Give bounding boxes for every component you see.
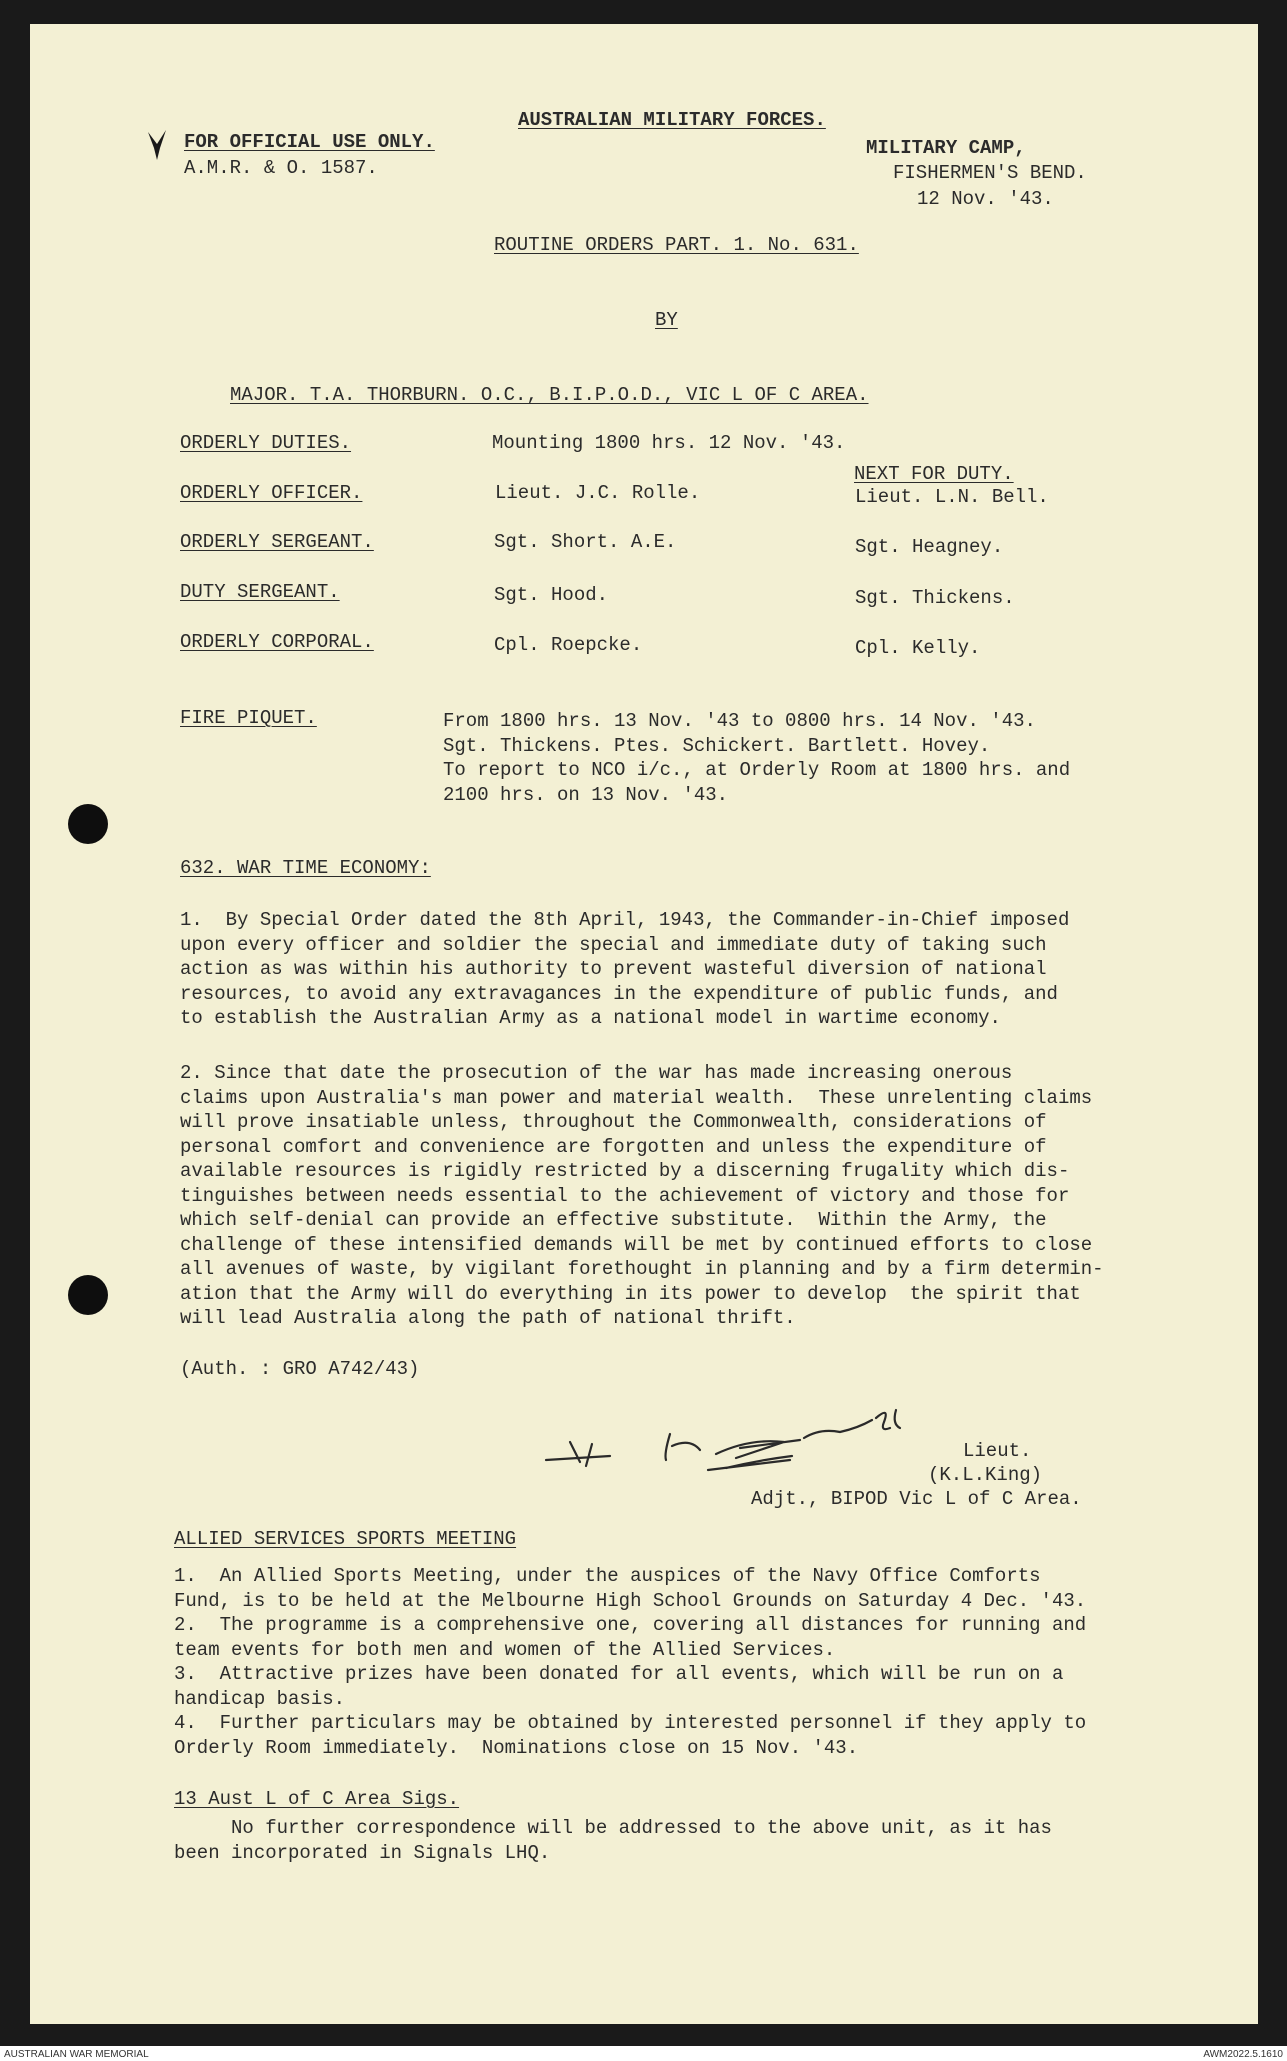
order-632-paragraph-1 — [180, 908, 1069, 1031]
text-line: been incorporated in Signals LHQ. — [174, 1841, 551, 1864]
duty-next: Lieut. L.N. Bell. — [855, 486, 1049, 508]
text-line: ation that the Army will do everything in its power to develop the spirit that — [180, 1282, 1081, 1305]
order-date: 12 Nov. '43. — [917, 188, 1054, 210]
duty-label: ORDERLY DUTIES. — [180, 432, 352, 454]
duty-next: Sgt. Thickens. — [855, 587, 1015, 609]
duty-next: Cpl. Kelly. — [855, 637, 981, 659]
sports-meeting-heading: ALLIED SERVICES SPORTS MEETING — [174, 1528, 517, 1550]
sigs-notice — [174, 1816, 1052, 1865]
sigs-heading: 13 Aust L of C Area Sigs. — [174, 1788, 460, 1810]
order-632-paragraph-2 — [180, 1061, 1104, 1331]
authority-reference: (Auth. : GRO A742/43) — [180, 1358, 420, 1380]
text-line: 2. The programme is a comprehensive one, covering all distances for running and — [174, 1614, 1087, 1636]
footer-item-id: AWM2022.5.1610 — [1203, 2049, 1283, 2060]
text-line: to establish the Australian Army as a national model in wartime economy. — [180, 1007, 1001, 1029]
duty-current: Sgt. Hood. — [494, 584, 609, 606]
text-line: 1. By Special Order dated the 8th April, 1943, the Commander-in-Chief imposed — [180, 909, 1070, 931]
document-title: ROUTINE ORDERS PART. 1. No. 631. — [494, 234, 859, 256]
text-line: available resources is rigidly restricted by a discerning frugality which dis- — [180, 1160, 1070, 1182]
text-line: handicap basis. — [174, 1687, 346, 1710]
duty-current: Sgt. Short. A.E. — [494, 531, 677, 553]
duty-label: ORDERLY OFFICER. — [180, 482, 363, 504]
duty-next: Sgt. Heagney. — [855, 536, 1004, 558]
text-line: 2100 hrs. on 13 Nov. '43. — [443, 783, 729, 806]
text-line: 3. Attractive prizes have been donated for all events, which will be run on a — [174, 1663, 1064, 1685]
text-line: Sgt. Thickens. Ptes. Schickert. Bartlett. Hovey. — [443, 734, 991, 757]
duty-current: Lieut. J.C. Rolle. — [495, 482, 701, 504]
text-line: will prove insatiable unless, throughout the Commonwealth, considerations of — [180, 1111, 1047, 1133]
signatory-appointment: Adjt., BIPOD Vic L of C Area. — [751, 1488, 1082, 1510]
text-line: 2. Since that date the prosecution of the war has made increasing onerous — [180, 1062, 1013, 1084]
text-line: action as was within his authority to prevent wasteful diversion of national — [180, 958, 1047, 980]
text-line: all avenues of waste, by vigilant forethought in planning and by a firm determin- — [180, 1258, 1104, 1280]
order-632-heading: 632. WAR TIME ECONOMY: — [180, 857, 431, 879]
signatory-name: (K.L.King) — [928, 1464, 1043, 1486]
classification-label: FOR OFFICIAL USE ONLY. — [184, 131, 435, 153]
text-line: 4. Further particulars may be obtained by interested personnel if they apply to — [174, 1712, 1087, 1734]
text-line: To report to NCO i/c., at Orderly Room at 1800 hrs. and — [443, 759, 1071, 781]
punch-hole — [68, 804, 108, 844]
location-line-2: FISHERMEN'S BEND. — [893, 162, 1087, 184]
text-line: resources, to avoid any extravagances in the expenditure of public funds, and — [180, 982, 1058, 1005]
text-line: From 1800 hrs. 13 Nov. '43 to 0800 hrs. 14 Nov. '43. — [443, 710, 1036, 732]
location-line-1: MILITARY CAMP, — [866, 137, 1026, 159]
organisation-heading: AUSTRALIAN MILITARY FORCES. — [518, 109, 826, 131]
by-label: BY — [655, 309, 678, 331]
reference-label: A.M.R. & O. 1587. — [184, 157, 378, 179]
next-for-duty-heading: NEXT FOR DUTY. — [854, 463, 1014, 485]
text-line: Fund, is to be held at the Melbourne High School Grounds on Saturday 4 Dec. '43. — [174, 1589, 1087, 1612]
text-line: 1. An Allied Sports Meeting, under the auspices of the Navy Office Comforts — [174, 1565, 1041, 1587]
text-line: will lead Australia along the path of national thrift. — [180, 1307, 796, 1329]
text-line: Orderly Room immediately. Nominations close on 15 Nov. '43. — [174, 1736, 859, 1759]
footer-archive-name: AUSTRALIAN WAR MEMORIAL — [4, 2049, 149, 2060]
duty-label: ORDERLY CORPORAL. — [180, 631, 374, 653]
sports-meeting-notice — [174, 1564, 1086, 1760]
fire-piquet-details — [443, 709, 1070, 807]
text-line: which self-denial can provide an effective substitute. Within the Army, the — [180, 1209, 1047, 1231]
punch-hole — [68, 1275, 108, 1315]
duty-label: ORDERLY SERGEANT. — [180, 531, 374, 553]
duty-current: Cpl. Roepcke. — [494, 634, 643, 656]
signatory-rank: Lieut. — [963, 1440, 1032, 1462]
handwritten-signature — [540, 1398, 940, 1478]
fire-piquet-label: FIRE PIQUET. — [180, 707, 317, 729]
authority-line: MAJOR. T.A. THORBURN. O.C., B.I.P.O.D., VIC L OF C AREA. — [230, 384, 869, 406]
pin-mark-icon — [146, 128, 168, 162]
text-line: claims upon Australia's man power and material wealth. These unrelenting claims — [180, 1086, 1093, 1109]
text-line: upon every officer and soldier the special and immediate duty of taking such — [180, 933, 1047, 956]
text-line: challenge of these intensified demands will be met by continued efforts to close — [180, 1233, 1093, 1256]
duty-label: DUTY SERGEANT. — [180, 581, 340, 603]
text-line: team events for both men and women of the Allied Services. — [174, 1638, 836, 1661]
text-line: personal comfort and convenience are forgotten and unless the expenditure of — [180, 1135, 1047, 1158]
text-line: No further correspondence will be addressed to the above unit, as it has — [174, 1817, 1052, 1839]
duty-current: Mounting 1800 hrs. 12 Nov. '43. — [492, 432, 846, 454]
text-line: tinguishes between needs essential to the achievement of victory and those for — [180, 1184, 1070, 1207]
